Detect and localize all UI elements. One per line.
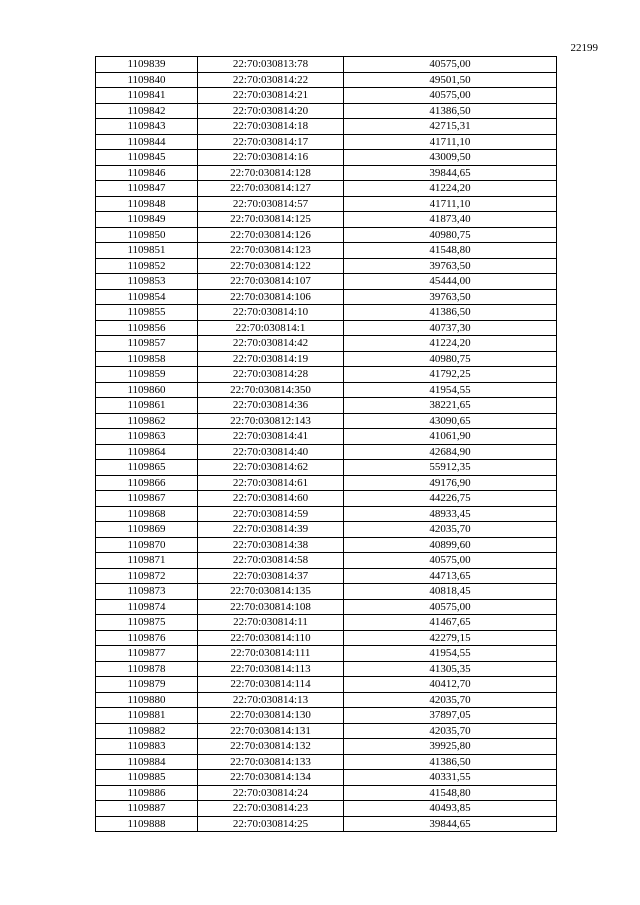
cadastral-number-cell: 22:70:030814:10: [198, 305, 344, 321]
cadastral-value-cell: 41386,50: [344, 754, 557, 770]
cadastral-value-cell: 40899,60: [344, 537, 557, 553]
row-number-cell: 1109869: [96, 522, 198, 538]
row-number-cell: 1109880: [96, 692, 198, 708]
row-number-cell: 1109862: [96, 413, 198, 429]
cadastral-value-cell: 41548,80: [344, 243, 557, 259]
table-row: [96, 739, 557, 755]
table-row: [96, 150, 557, 166]
table-row: [96, 196, 557, 212]
cadastral-value-cell: 43090,65: [344, 413, 557, 429]
row-number-cell: 1109863: [96, 429, 198, 445]
table-row: [96, 398, 557, 414]
table-row: [96, 599, 557, 615]
cadastral-number-cell: 22:70:030814:60: [198, 491, 344, 507]
cadastral-value-cell: 41386,50: [344, 103, 557, 119]
table-row: [96, 336, 557, 352]
cadastral-value-cell: 40575,00: [344, 553, 557, 569]
table-row: [96, 119, 557, 135]
row-number-cell: 1109878: [96, 661, 198, 677]
cadastral-value-cell: 41711,10: [344, 134, 557, 150]
table-row: [96, 801, 557, 817]
cadastral-number-cell: 22:70:030813:78: [198, 57, 344, 73]
row-number-cell: 1109859: [96, 367, 198, 383]
row-number-cell: 1109864: [96, 444, 198, 460]
row-number-cell: 1109846: [96, 165, 198, 181]
table-row: [96, 57, 557, 73]
cadastral-number-cell: 22:70:030814:106: [198, 289, 344, 305]
cadastral-number-cell: 22:70:030814:28: [198, 367, 344, 383]
row-number-cell: 1109876: [96, 630, 198, 646]
table-row: [96, 770, 557, 786]
row-number-cell: 1109870: [96, 537, 198, 553]
table-row: [96, 289, 557, 305]
table-row: [96, 367, 557, 383]
cadastral-number-cell: 22:70:030814:25: [198, 816, 344, 832]
cadastral-number-cell: 22:70:030814:58: [198, 553, 344, 569]
cadastral-number-cell: 22:70:030812:143: [198, 413, 344, 429]
row-number-cell: 1109874: [96, 599, 198, 615]
cadastral-number-cell: 22:70:030814:36: [198, 398, 344, 414]
cadastral-value-cell: 41061,90: [344, 429, 557, 445]
row-number-cell: 1109852: [96, 258, 198, 274]
cadastral-value-cell: 40575,00: [344, 599, 557, 615]
cadastral-number-cell: 22:70:030814:23: [198, 801, 344, 817]
cadastral-value-cell: 42715,31: [344, 119, 557, 135]
cadastral-number-cell: 22:70:030814:16: [198, 150, 344, 166]
cadastral-value-cell: 41711,10: [344, 196, 557, 212]
row-number-cell: 1109844: [96, 134, 198, 150]
cadastral-value-cell: 41792,25: [344, 367, 557, 383]
cadastral-value-cell: 49501,50: [344, 72, 557, 88]
cadastral-value-cell: 42035,70: [344, 522, 557, 538]
row-number-cell: 1109871: [96, 553, 198, 569]
cadastral-value-cell: 38221,65: [344, 398, 557, 414]
cadastral-value-cell: 39925,80: [344, 739, 557, 755]
cadastral-value-cell: 39844,65: [344, 816, 557, 832]
row-number-cell: 1109857: [96, 336, 198, 352]
cadastral-value-cell: 40980,75: [344, 227, 557, 243]
row-number-cell: 1109886: [96, 785, 198, 801]
table-row: [96, 212, 557, 228]
cadastral-number-cell: 22:70:030814:38: [198, 537, 344, 553]
table-row: [96, 568, 557, 584]
cadastral-number-cell: 22:70:030814:13: [198, 692, 344, 708]
row-number-cell: 1109847: [96, 181, 198, 197]
cadastral-number-cell: 22:70:030814:11: [198, 615, 344, 631]
table-row: [96, 506, 557, 522]
row-number-cell: 1109868: [96, 506, 198, 522]
cadastral-value-cell: 37897,05: [344, 708, 557, 724]
row-number-cell: 1109884: [96, 754, 198, 770]
row-number-cell: 1109849: [96, 212, 198, 228]
row-number-cell: 1109853: [96, 274, 198, 290]
cadastral-number-cell: 22:70:030814:24: [198, 785, 344, 801]
row-number-cell: 1109879: [96, 677, 198, 693]
cadastral-number-cell: 22:70:030814:128: [198, 165, 344, 181]
cadastral-number-cell: 22:70:030814:37: [198, 568, 344, 584]
row-number-cell: 1109888: [96, 816, 198, 832]
cadastral-number-cell: 22:70:030814:131: [198, 723, 344, 739]
row-number-cell: 1109861: [96, 398, 198, 414]
table-row: [96, 816, 557, 832]
cadastral-number-cell: 22:70:030814:122: [198, 258, 344, 274]
table-row: [96, 258, 557, 274]
cadastral-number-cell: 22:70:030814:18: [198, 119, 344, 135]
cadastral-value-cell: 41548,80: [344, 785, 557, 801]
cadastral-number-cell: 22:70:030814:134: [198, 770, 344, 786]
cadastral-number-cell: 22:70:030814:132: [198, 739, 344, 755]
cadastral-number-cell: 22:70:030814:22: [198, 72, 344, 88]
cadastral-value-cell: 41954,55: [344, 646, 557, 662]
cadastral-value-cell: 41467,65: [344, 615, 557, 631]
table-row: [96, 243, 557, 259]
table-row: [96, 320, 557, 336]
row-number-cell: 1109854: [96, 289, 198, 305]
row-number-cell: 1109851: [96, 243, 198, 259]
row-number-cell: 1109842: [96, 103, 198, 119]
cadastral-number-cell: 22:70:030814:20: [198, 103, 344, 119]
table-row: [96, 134, 557, 150]
cadastral-number-cell: 22:70:030814:114: [198, 677, 344, 693]
table-row: [96, 646, 557, 662]
cadastral-value-cell: 41954,55: [344, 382, 557, 398]
cadastral-value-cell: 42279,15: [344, 630, 557, 646]
cadastral-number-cell: 22:70:030814:130: [198, 708, 344, 724]
cadastral-value-cell: 55912,35: [344, 460, 557, 476]
table-row: [96, 491, 557, 507]
cadastral-number-cell: 22:70:030814:110: [198, 630, 344, 646]
table-row: [96, 72, 557, 88]
cadastral-number-cell: 22:70:030814:113: [198, 661, 344, 677]
table-row: [96, 630, 557, 646]
cadastral-value-cell: 39763,50: [344, 258, 557, 274]
cadastral-number-cell: 22:70:030814:127: [198, 181, 344, 197]
cadastral-value-cell: 40493,85: [344, 801, 557, 817]
table-row: [96, 475, 557, 491]
row-number-cell: 1109855: [96, 305, 198, 321]
row-number-cell: 1109843: [96, 119, 198, 135]
table-row: [96, 692, 557, 708]
table-row: [96, 444, 557, 460]
row-number-cell: 1109875: [96, 615, 198, 631]
cadastral-number-cell: 22:70:030814:59: [198, 506, 344, 522]
row-number-cell: 1109877: [96, 646, 198, 662]
table-row: [96, 460, 557, 476]
row-number-cell: 1109883: [96, 739, 198, 755]
table-row: [96, 429, 557, 445]
row-number-cell: 1109840: [96, 72, 198, 88]
table-row: [96, 351, 557, 367]
cadastral-number-cell: 22:70:030814:1: [198, 320, 344, 336]
cadastral-value-cell: 41386,50: [344, 305, 557, 321]
cadastral-value-cell: 40737,30: [344, 320, 557, 336]
cadastral-value-cell: 40331,55: [344, 770, 557, 786]
table-row: [96, 88, 557, 104]
cadastral-number-cell: 22:70:030814:125: [198, 212, 344, 228]
table-row: [96, 305, 557, 321]
cadastral-value-cell: 44713,65: [344, 568, 557, 584]
table-row: [96, 165, 557, 181]
row-number-cell: 1109848: [96, 196, 198, 212]
row-number-cell: 1109850: [96, 227, 198, 243]
cadastral-number-cell: 22:70:030814:61: [198, 475, 344, 491]
cadastral-number-cell: 22:70:030814:107: [198, 274, 344, 290]
cadastral-value-cell: 42035,70: [344, 723, 557, 739]
cadastral-number-cell: 22:70:030814:126: [198, 227, 344, 243]
row-number-cell: 1109887: [96, 801, 198, 817]
row-number-cell: 1109881: [96, 708, 198, 724]
cadastral-value-cell: 49176,90: [344, 475, 557, 491]
row-number-cell: 1109866: [96, 475, 198, 491]
cadastral-number-cell: 22:70:030814:41: [198, 429, 344, 445]
cadastral-value-cell: 42035,70: [344, 692, 557, 708]
row-number-cell: 1109860: [96, 382, 198, 398]
row-number-cell: 1109845: [96, 150, 198, 166]
cadastral-value-cell: 40575,00: [344, 57, 557, 73]
table-row: [96, 181, 557, 197]
cadastral-number-cell: 22:70:030814:21: [198, 88, 344, 104]
cadastral-value-cell: 40980,75: [344, 351, 557, 367]
table-row: [96, 103, 557, 119]
row-number-cell: 1109858: [96, 351, 198, 367]
table-row: [96, 274, 557, 290]
cadastral-value-cell: 45444,00: [344, 274, 557, 290]
cadastral-value-cell: 43009,50: [344, 150, 557, 166]
cadastral-value-cell: 39763,50: [344, 289, 557, 305]
row-number-cell: 1109882: [96, 723, 198, 739]
table-row: [96, 413, 557, 429]
cadastral-number-cell: 22:70:030814:17: [198, 134, 344, 150]
row-number-cell: 1109856: [96, 320, 198, 336]
table-row: [96, 754, 557, 770]
cadastral-value-cell: 41305,35: [344, 661, 557, 677]
table-row: [96, 661, 557, 677]
row-number-cell: 1109872: [96, 568, 198, 584]
page-number: 22199: [570, 42, 598, 54]
cadastral-value-cell: 42684,90: [344, 444, 557, 460]
cadastral-number-cell: 22:70:030814:40: [198, 444, 344, 460]
cadastral-number-cell: 22:70:030814:19: [198, 351, 344, 367]
table-row: [96, 785, 557, 801]
table-body: [96, 57, 557, 832]
cadastral-number-cell: 22:70:030814:350: [198, 382, 344, 398]
cadastral-number-cell: 22:70:030814:123: [198, 243, 344, 259]
row-number-cell: 1109839: [96, 57, 198, 73]
table-row: [96, 708, 557, 724]
cadastral-value-table: [95, 56, 557, 832]
cadastral-value-cell: 48933,45: [344, 506, 557, 522]
row-number-cell: 1109841: [96, 88, 198, 104]
cadastral-value-cell: 40575,00: [344, 88, 557, 104]
row-number-cell: 1109865: [96, 460, 198, 476]
table-row: [96, 537, 557, 553]
table-row: [96, 677, 557, 693]
cadastral-number-cell: 22:70:030814:39: [198, 522, 344, 538]
cadastral-number-cell: 22:70:030814:133: [198, 754, 344, 770]
row-number-cell: 1109873: [96, 584, 198, 600]
cadastral-value-cell: 41224,20: [344, 181, 557, 197]
table-row: [96, 382, 557, 398]
row-number-cell: 1109885: [96, 770, 198, 786]
cadastral-number-cell: 22:70:030814:111: [198, 646, 344, 662]
cadastral-value-cell: 41873,40: [344, 212, 557, 228]
cadastral-number-cell: 22:70:030814:57: [198, 196, 344, 212]
cadastral-value-cell: 40412,70: [344, 677, 557, 693]
table-row: [96, 553, 557, 569]
table-row: [96, 723, 557, 739]
table-row: [96, 522, 557, 538]
table-row: [96, 615, 557, 631]
cadastral-value-cell: 40818,45: [344, 584, 557, 600]
cadastral-number-cell: 22:70:030814:62: [198, 460, 344, 476]
table-row: [96, 227, 557, 243]
cadastral-value-cell: 41224,20: [344, 336, 557, 352]
table-row: [96, 584, 557, 600]
cadastral-number-cell: 22:70:030814:135: [198, 584, 344, 600]
cadastral-value-cell: 44226,75: [344, 491, 557, 507]
row-number-cell: 1109867: [96, 491, 198, 507]
cadastral-number-cell: 22:70:030814:42: [198, 336, 344, 352]
cadastral-value-cell: 39844,65: [344, 165, 557, 181]
cadastral-number-cell: 22:70:030814:108: [198, 599, 344, 615]
